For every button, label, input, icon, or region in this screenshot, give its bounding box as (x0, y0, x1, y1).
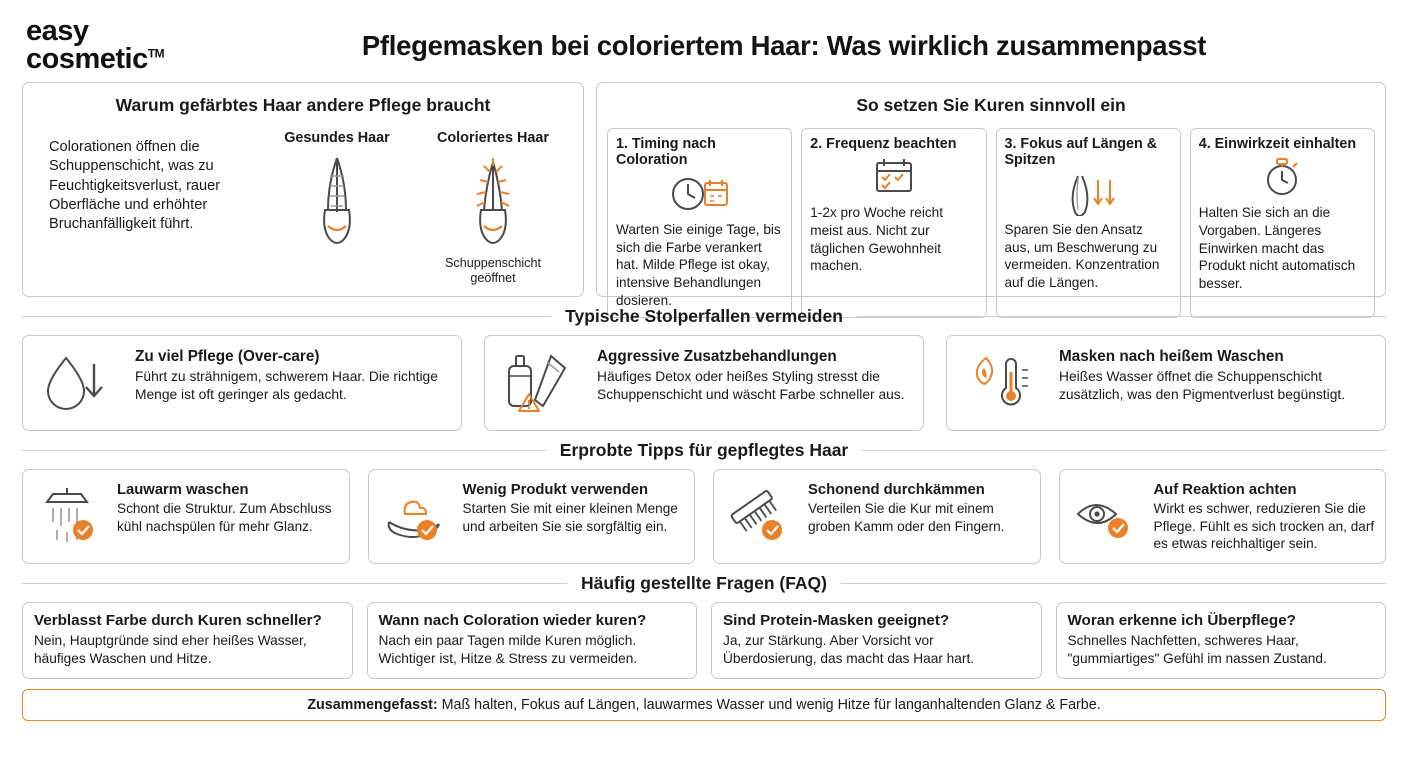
pitfall-3-text: Heißes Wasser öffnet die Schuppenschicht zusätzlich, was den Pigmentverlust begünstigt. (1059, 369, 1346, 402)
faq-section-heading (22, 573, 1386, 594)
divider-left (22, 316, 551, 317)
hair-strand-arrows-icon (1005, 171, 1172, 217)
tip-card-3 (713, 469, 1041, 564)
tips-heading-text: Erprobte Tipps für gepflegtes Haar (559, 440, 849, 460)
step-3-title: 3. Fokus auf Längen & Spitzen (1004, 136, 1158, 169)
faq-2-answer: Nach ein paar Tagen milde Kuren möglich. Wichtiger ist, Hitze & Stress zu vermeiden. (378, 633, 638, 666)
summary-label: Zusammengefasst: (307, 696, 438, 713)
tip-3-text: Verteilen Sie die Kur mit einem groben Kamm oder den Fingern. (808, 501, 1005, 534)
colored-hair-follicle-icon (418, 152, 568, 252)
thermometer-flame-icon (957, 346, 1049, 416)
faq-1-answer: Nein, Hauptgründe sind eher heißes Wasser, häufiges Waschen und Hitze. (34, 633, 307, 666)
summary-banner (22, 689, 1386, 721)
logo-line-1: easy (26, 15, 89, 48)
step-1-text: Warten Sie einige Tage, bis sich die Farbe verankert hat. Milde Pflege ist okay, intensive Behandlungen dosieren. (616, 221, 781, 308)
step-card-1 (607, 128, 792, 318)
hand-dollop-check-icon (377, 480, 455, 553)
header (22, 10, 1386, 82)
tip-1-title: Lauwarm waschen (117, 482, 249, 498)
tip-card-1 (22, 469, 350, 564)
divider-left (22, 450, 546, 451)
colored-hair-caption: Coloriertes Haar (437, 130, 549, 146)
faq-heading-text: Häufig gestellte Fragen (FAQ) (581, 573, 827, 594)
steps-panel-heading: So setzen Sie Kuren sinnvoll ein (856, 95, 1126, 115)
divider-right (841, 583, 1386, 584)
pitfall-card-2 (484, 335, 924, 431)
calendar-check-icon (810, 154, 977, 200)
why-panel-heading: Warum gefärbtes Haar andere Pflege braucht (115, 95, 491, 115)
tips-list (22, 469, 1386, 564)
faq-card-2 (367, 602, 698, 679)
faq-list (22, 602, 1386, 679)
comb-check-icon (722, 480, 800, 553)
pitfall-2-title: Aggressive Zusatzbehandlungen (597, 348, 837, 365)
bottle-straightener-warning-icon (495, 346, 587, 420)
pitfall-3-title: Masken nach heißem Waschen (1059, 348, 1284, 365)
faq-3-question: Sind Protein-Masken geeignet? (723, 612, 950, 630)
shower-head-check-icon (31, 480, 109, 553)
step-1-title: 1. Timing nach Coloration (616, 136, 716, 169)
healthy-hair-caption: Gesundes Haar (284, 130, 390, 146)
eye-check-icon (1068, 480, 1146, 553)
faq-card-4 (1056, 602, 1387, 679)
pitfall-card-1 (22, 335, 462, 431)
pitfall-1-title: Zu viel Pflege (Over-care) (135, 348, 320, 365)
tips-section-heading (22, 440, 1386, 461)
tip-2-title: Wenig Produkt verwenden (462, 482, 649, 498)
faq-card-1 (22, 602, 353, 679)
pitfall-1-text: Führt zu strähnigem, schwerem Haar. Die richtige Menge ist oft geringer als gedacht. (135, 369, 438, 402)
page-title: Pflegemasken bei coloriertem Haar: Was wirklich zusammenpasst (361, 30, 1207, 61)
tip-4-title: Auf Reaktion achten (1153, 482, 1297, 498)
why-colored-hair-panel (22, 82, 584, 297)
brand-logo (22, 15, 222, 75)
droplet-down-arrow-icon (33, 346, 125, 416)
step-card-2 (801, 128, 986, 318)
divider-left (22, 583, 567, 584)
trademark-symbol: TM (147, 46, 165, 61)
faq-4-question: Woran erkenne ich Überpflege? (1067, 612, 1296, 630)
faq-4-answer: Schnelles Nachfetten, schweres Haar, "gummiartiges" Gefühl im nassen Zustand. (1067, 633, 1327, 666)
tip-card-4 (1059, 469, 1387, 564)
faq-card-3 (711, 602, 1042, 679)
step-card-4 (1190, 128, 1375, 318)
faq-3-answer: Ja, zur Stärkung. Aber Vorsicht vor Überdosierung, das macht das Haar hart. (723, 633, 975, 666)
step-4-text: Halten Sie sich an die Vorgaben. Längeres Einwirken macht das Produkt nicht automatisch besser. (1198, 205, 1356, 292)
clock-calendar-icon (616, 171, 783, 217)
tip-3-title: Schonend durchkämmen (808, 482, 985, 498)
tip-2-text: Starten Sie mit einer kleinen Menge und arbeiten Sie sie sorgfältig ein. (462, 501, 678, 534)
divider-right (862, 450, 1386, 451)
summary-text: Maß halten, Fokus auf Längen, lauwarmes Wasser und wenig Hitze für langanhaltenden Glanz & Farbe. (437, 696, 1101, 713)
step-2-title: 2. Frequenz beachten (810, 136, 957, 152)
step-3-text: Sparen Sie den Ansatz aus, um Beschwerung zu vermeiden. Konzentration auf die Längen. (1004, 221, 1160, 290)
faq-1-question: Verblasst Farbe durch Kuren schneller? (34, 612, 322, 630)
pitfalls-heading-text: Typische Stolperfallen vermeiden (565, 306, 843, 326)
logo-line-2: cosmetic™ (26, 43, 165, 75)
pitfalls-list (22, 335, 1386, 431)
step-2-text: 1-2x pro Woche reicht meist aus. Nicht zur täglichen Gewohnheit machen. (810, 205, 943, 274)
pitfall-card-3 (946, 335, 1386, 431)
healthy-hair-figure (262, 130, 412, 286)
colored-hair-sublabel: Schuppenschicht geöffnet (445, 256, 541, 286)
top-section (22, 82, 1386, 308)
divider-right (857, 316, 1386, 317)
step-card-3 (996, 128, 1181, 318)
how-to-use-panel (596, 82, 1386, 308)
pitfall-2-text: Häufiges Detox oder heißes Styling stresst die Schuppenschicht und wäscht Farbe schneller aus. (597, 369, 905, 402)
step-4-title: 4. Einwirkzeit einhalten (1198, 136, 1357, 152)
healthy-hair-follicle-icon (262, 152, 412, 252)
tip-4-text: Wirkt es schwer, reduzieren Sie die Pflege. Fühlt es sich trocken an, darf es etwas reichhaltiger sein. (1153, 501, 1375, 552)
faq-2-question: Wann nach Coloration wieder kuren? (378, 612, 647, 630)
stopwatch-icon (1199, 154, 1366, 200)
why-panel-intro: Colorationen öffnen die Schuppenschicht, was zu Feuchtigkeitsverlust, rauer Oberfläche und erhöhter Bruchanfälligkeit führt. (49, 139, 221, 232)
colored-hair-figure (418, 130, 568, 286)
tip-card-2 (368, 469, 696, 564)
tip-1-text: Schont die Struktur. Zum Abschluss kühl nachspülen für mehr Glanz. (117, 501, 332, 534)
